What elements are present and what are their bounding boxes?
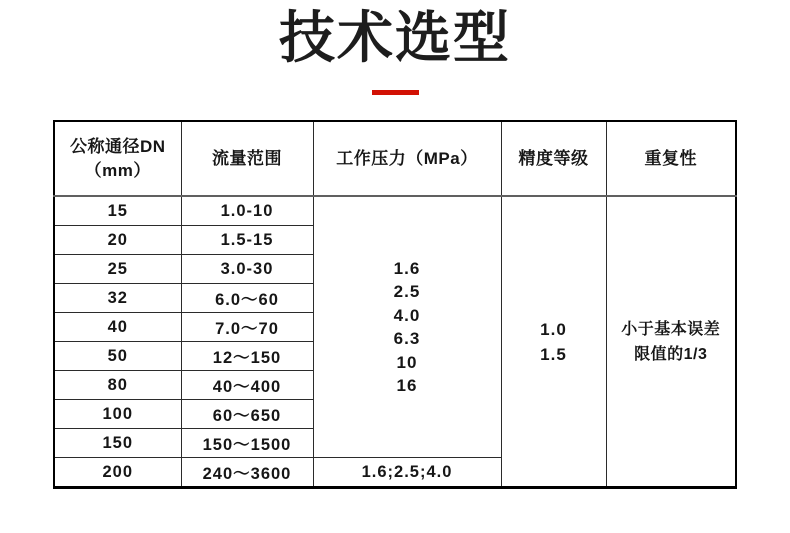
pressure-value: 10 — [396, 352, 418, 372]
title-underline — [372, 90, 419, 95]
flow-range-cell: 240～3600 — [181, 458, 313, 488]
col-header-flow: 流量范围 — [181, 121, 313, 196]
dn-cell: 50 — [54, 342, 181, 371]
pressure-value: 16 — [396, 376, 418, 395]
accuracy-value: 1.0 — [540, 319, 567, 339]
pressure-value: 1.6 — [393, 258, 421, 278]
flow-range-cell: 40～400 — [181, 371, 313, 400]
dn-cell: 100 — [54, 400, 181, 429]
col-header-pressure: 工作压力（MPa） — [313, 121, 501, 196]
flow-range-cell: 12～150 — [181, 342, 313, 371]
pressure-dn200-cell: 1.6;2.5;4.0 — [313, 458, 501, 488]
flow-range-cell: 150～1500 — [181, 429, 313, 458]
accuracy-merged-cell — [501, 196, 606, 488]
header-row — [54, 121, 736, 196]
dn-cell: 20 — [54, 226, 181, 255]
pressure-value: 6.3 — [393, 329, 421, 348]
pressure-value: 4.0 — [393, 305, 421, 325]
dn-cell: 150 — [54, 429, 181, 458]
repeatability-merged-cell — [606, 196, 736, 488]
dn-cell: 32 — [54, 284, 181, 313]
dn-cell: 40 — [54, 313, 181, 342]
table-row — [54, 196, 736, 226]
flow-range-cell: 1.5-15 — [181, 226, 313, 255]
flow-range-cell: 60～650 — [181, 400, 313, 429]
page-title: 技术选型 — [279, 6, 511, 69]
col-header-dn — [54, 121, 181, 196]
col-header-accuracy: 精度等级 — [501, 121, 606, 196]
flow-range-cell: 6.0～60 — [181, 284, 313, 313]
flow-range-cell: 7.0～70 — [181, 313, 313, 342]
col-header-dn-line1: 公称通径DN — [69, 136, 166, 156]
pressure-value: 2.5 — [393, 282, 421, 301]
dn-cell: 15 — [54, 196, 181, 226]
dn-cell: 80 — [54, 371, 181, 400]
col-header-dn-line2: （mm） — [84, 160, 151, 180]
pressure-merged-cell — [313, 196, 501, 458]
flow-range-cell: 3.0-30 — [181, 255, 313, 284]
spec-table — [53, 120, 737, 489]
repeatability-line: 限值的1/3 — [634, 345, 708, 363]
repeatability-line: 小于基本误差 — [621, 320, 721, 338]
flow-range-cell: 1.0-10 — [181, 196, 313, 226]
dn-cell: 25 — [54, 255, 181, 284]
dn-cell: 200 — [54, 458, 181, 488]
col-header-repeatability: 重复性 — [606, 121, 736, 196]
accuracy-value: 1.5 — [540, 344, 567, 364]
